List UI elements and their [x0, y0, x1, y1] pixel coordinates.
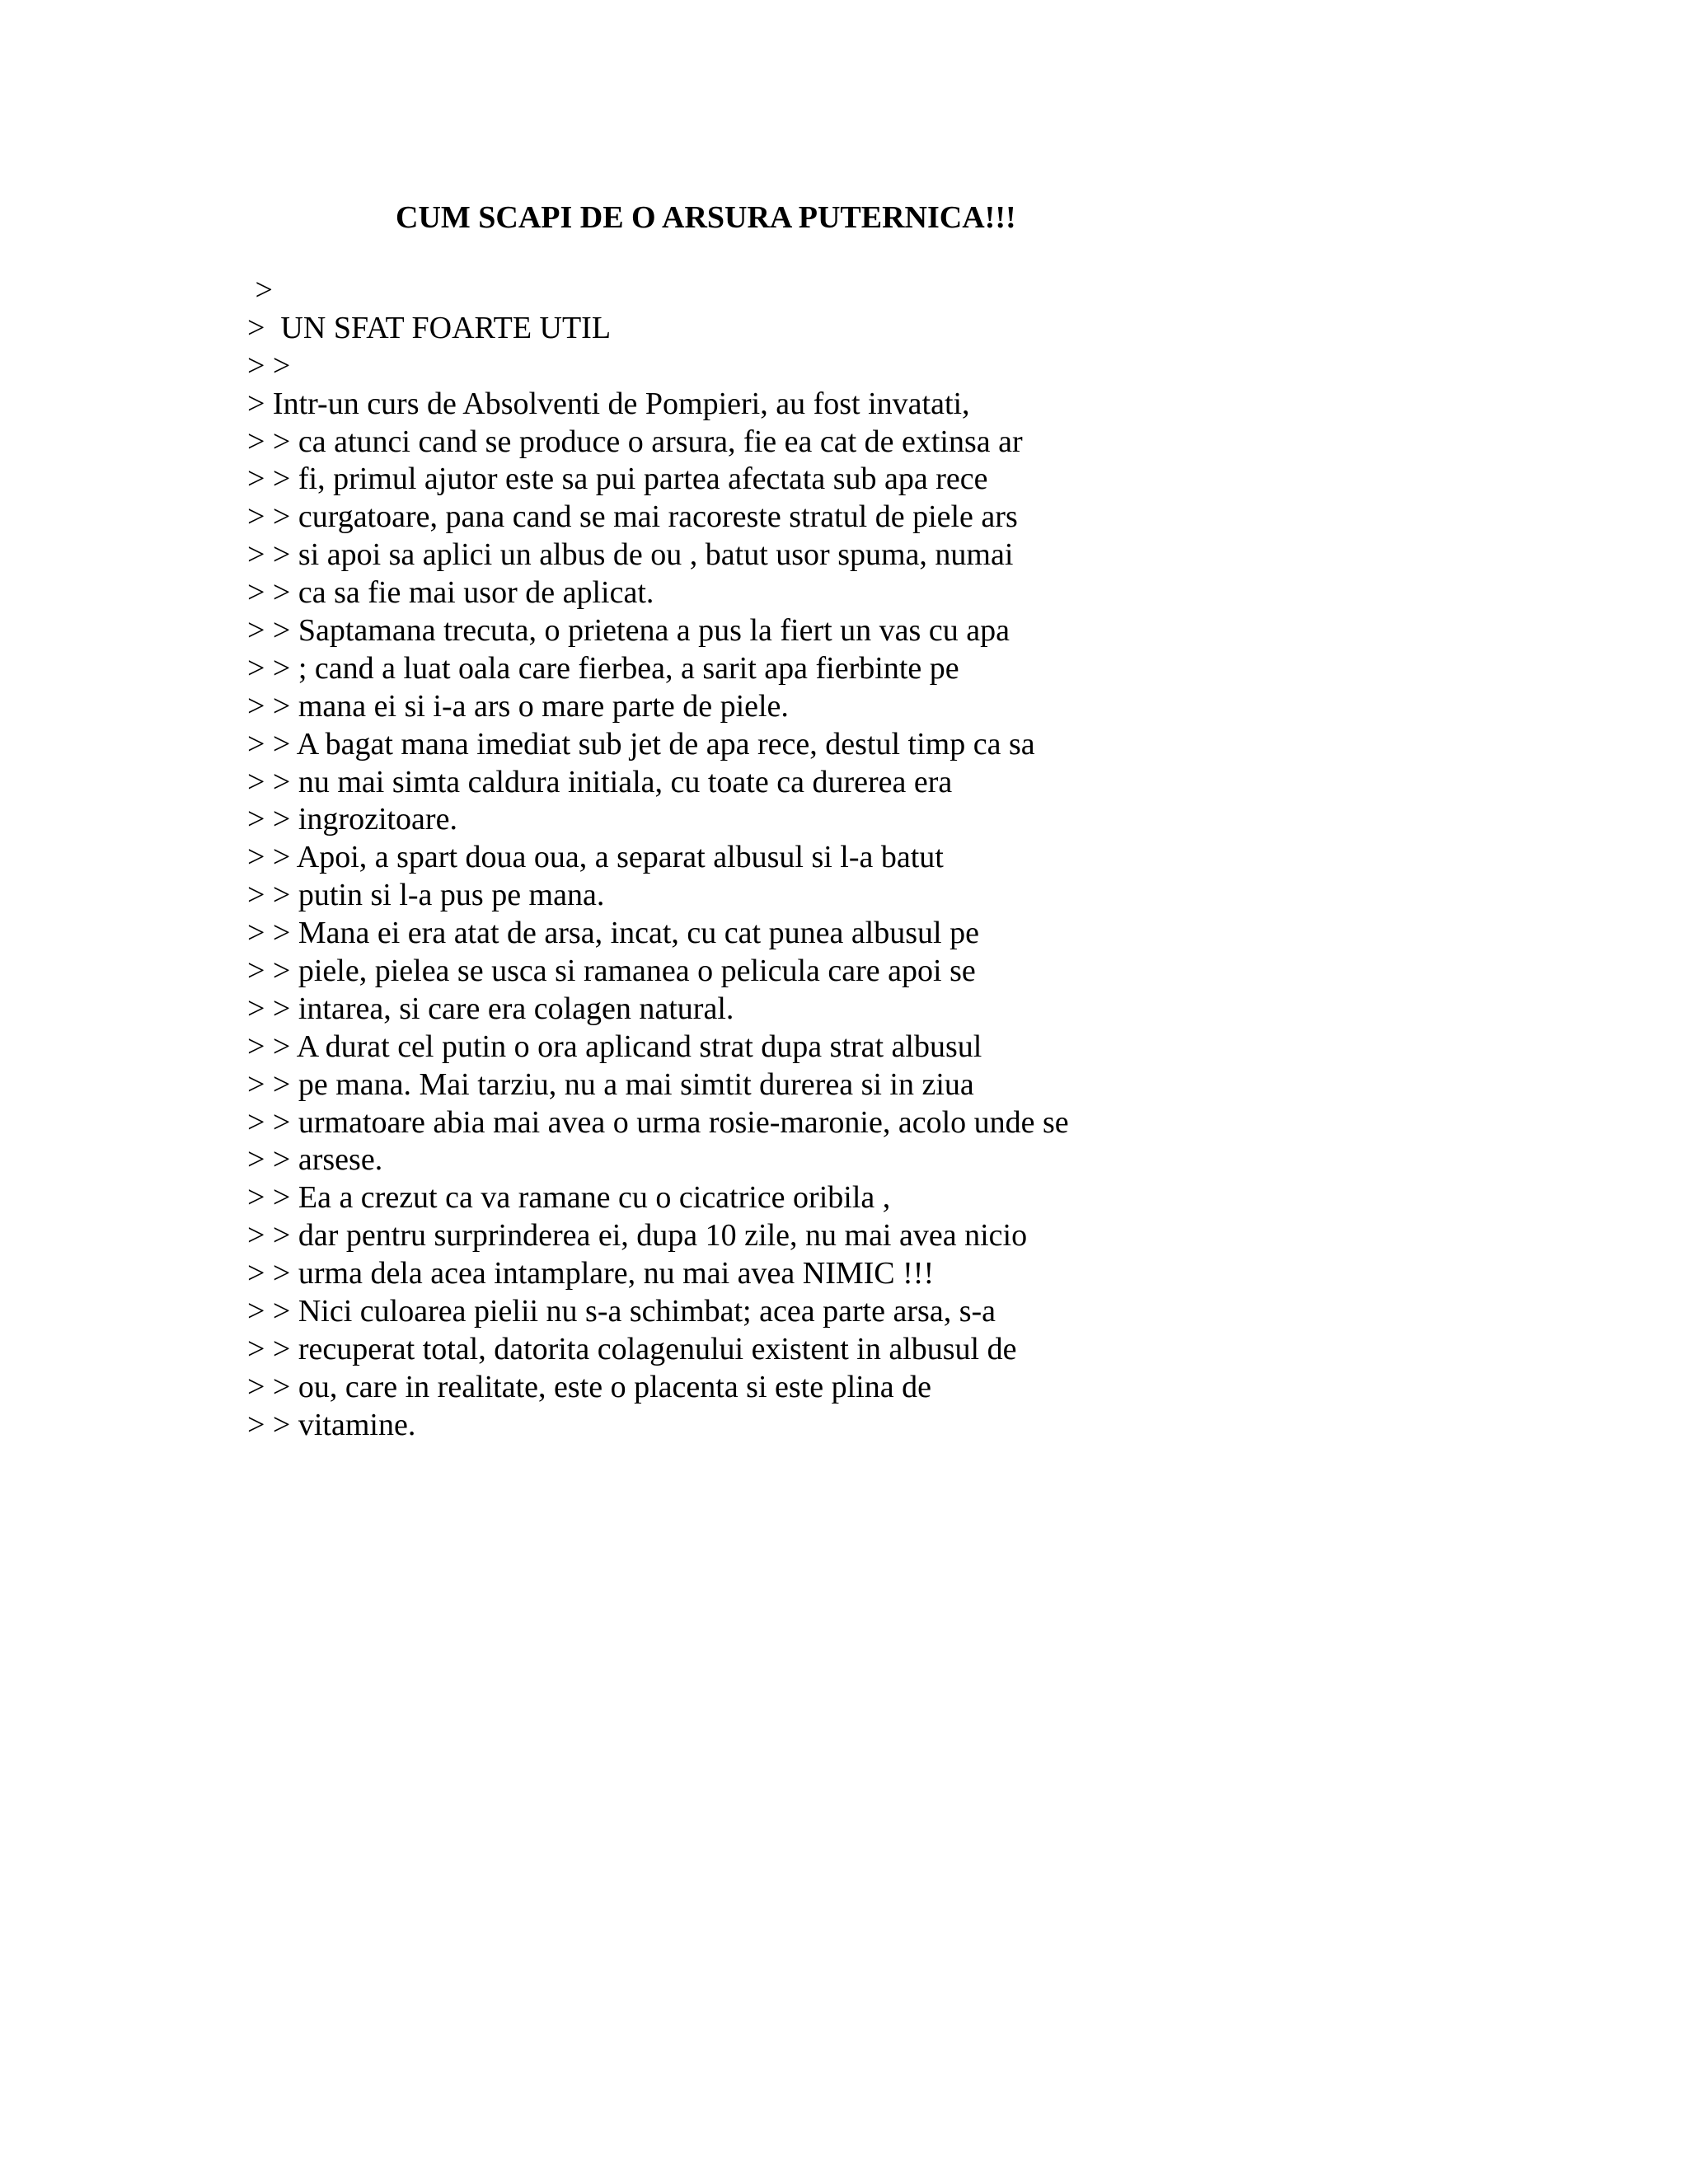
- body-line: > Intr-un curs de Absolventi de Pompieri, au fost invatati,: [247, 386, 970, 421]
- body-line: > > ca sa fie mai usor de aplicat.: [247, 575, 654, 611]
- body-line: > > Nici culoarea pielii nu s-a schimbat; acea parte arsa, s-a: [247, 1294, 996, 1329]
- body-line: > > mana ei si i-a ars o mare parte de piele.: [247, 688, 789, 724]
- body-line: > > ou, care in realitate, este o placenta si este plina de: [247, 1369, 931, 1404]
- body-line: > > dar pentru surprinderea ei, dupa 10 zile, nu mai avea nicio: [247, 1218, 1028, 1254]
- body-line: > > ca atunci cand se produce o arsura, fie ea cat de extinsa ar: [247, 424, 1023, 459]
- document-body: [247, 272, 1069, 1445]
- body-line: > > si apoi sa aplici un albus de ou , batut usor spuma, numai: [247, 537, 1014, 573]
- body-line: > > vitamine.: [247, 1407, 416, 1442]
- body-line: > > Mana ei era atat de arsa, incat, cu cat punea albusul pe: [247, 916, 979, 951]
- body-line: > > recuperat total, datorita colagenului existent in albusul de: [247, 1331, 1017, 1366]
- body-line: > > piele, pielea se usca si ramanea o pelicula care apoi se: [247, 954, 976, 989]
- document-title: CUM SCAPI DE O ARSURA PUTERNICA!!!: [396, 200, 1016, 235]
- body-line: > > A bagat mana imediat sub jet de apa rece, destul timp ca sa: [247, 726, 1035, 762]
- body-line: > > Apoi, a spart doua oua, a separat albusul si l-a batut: [247, 840, 944, 875]
- body-line: > > urma dela acea intamplare, nu mai avea NIMIC !!!: [247, 1256, 935, 1291]
- body-line: > > Ea a crezut ca va ramane cu o cicatrice oribila ,: [247, 1180, 891, 1216]
- body-line: > > urmatoare abia mai avea o urma rosie-maronie, acolo unde se: [247, 1104, 1069, 1140]
- body-line: >: [247, 273, 273, 307]
- body-line: > > ; cand a luat oala care fierbea, a sarit apa fierbinte pe: [247, 650, 959, 686]
- body-line: > >: [247, 348, 291, 383]
- body-line: > > ingrozitoare.: [247, 802, 457, 837]
- body-line: > > nu mai simta caldura initiala, cu toate ca durerea era: [247, 764, 953, 799]
- body-line: > > Saptamana trecuta, o prietena a pus la fiert un vas cu apa: [247, 613, 1010, 649]
- body-line: > > fi, primul ajutor este sa pui partea afectata sub apa rece: [247, 462, 988, 497]
- body-line: > UN SFAT FOARTE UTIL: [247, 310, 612, 345]
- body-line: > > arsese.: [247, 1142, 383, 1178]
- body-line: > > pe mana. Mai tarziu, nu a mai simtit durerea si in ziua: [247, 1066, 974, 1102]
- body-line: > > curgatoare, pana cand se mai racoreste stratul de piele ars: [247, 499, 1018, 535]
- body-line: > > A durat cel putin o ora aplicand strat dupa strat albusul: [247, 1029, 982, 1064]
- body-line: > > intarea, si care era colagen natural.: [247, 991, 734, 1026]
- body-line: > > putin si l-a pus pe mana.: [247, 878, 605, 913]
